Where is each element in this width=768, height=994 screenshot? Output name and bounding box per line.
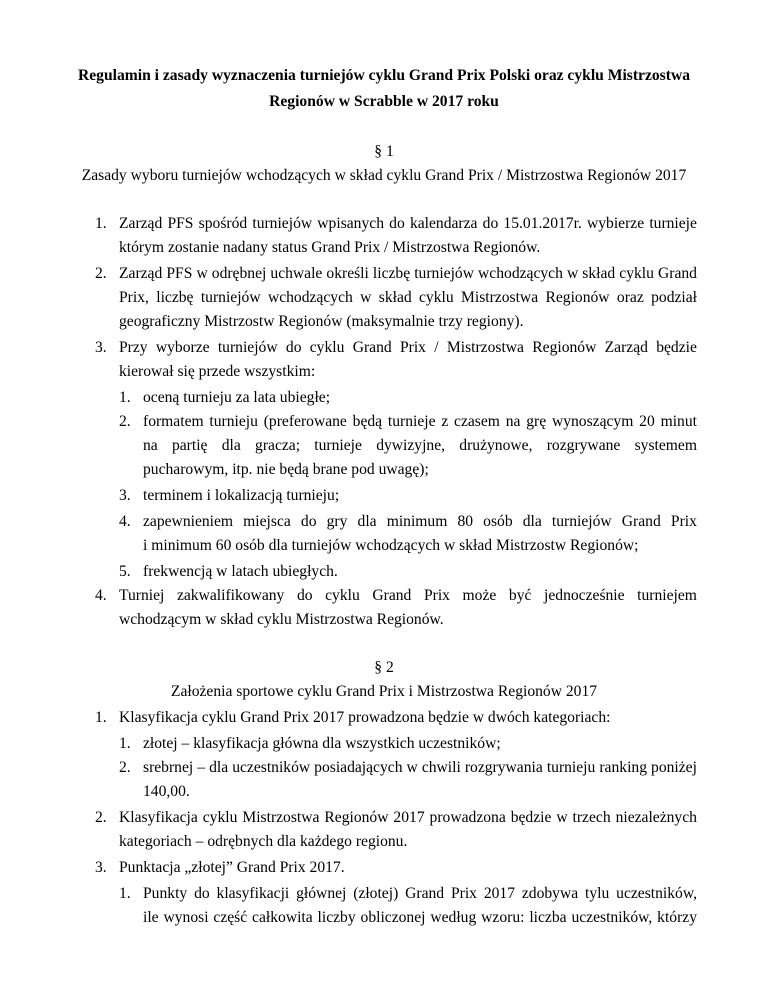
s1-item-3-sub-2-number: 2. — [119, 413, 131, 430]
s1-item-2-line-1: Zarząd PFS w odrębnej uchwale określi liczbę turniejów wchodzących w skład cyklu Grand — [119, 265, 697, 282]
s1-item-3-sub-4-line-1: zapewnieniem miejsca do gry dla minimum 80 osób dla turniejów Grand Prix — [143, 513, 697, 530]
s2-item-1-sub-1-line-1: złotej – klasyfikacja główna dla wszystkich uczestników; — [143, 735, 501, 752]
s2-item-3-line-1: Punktacja „złotej” Grand Prix 2017. — [119, 859, 345, 876]
s2-item-2-number: 2. — [95, 809, 107, 826]
section-2-mark: § 2 — [374, 659, 394, 676]
s1-item-3-line-1: Przy wyborze turniejów do cyklu Grand Prix / Mistrzostwa Regionów Zarząd będzie — [119, 339, 697, 356]
s2-item-1-sub-1-number: 1. — [119, 735, 131, 752]
s2-item-2-line-2: kategoriach – odrębnych dla każdego regionu. — [119, 833, 408, 850]
s1-item-1-line-2: którym zostanie nadany status Grand Prix / Mistrzostwa Regionów. — [119, 239, 541, 256]
s2-item-2-line-1: Klasyfikacja cyklu Mistrzostwa Regionów 2017 prowadzona będzie w trzech niezależnych — [119, 809, 697, 826]
s2-item-3-sub-1-number: 1. — [119, 885, 131, 902]
s1-item-3-number: 3. — [95, 339, 107, 356]
s2-item-1-sub-2-line-2: 140,00. — [143, 783, 190, 800]
s2-item-1-sub-2-number: 2. — [119, 759, 131, 776]
s1-item-3-sub-5-number: 5. — [119, 563, 131, 580]
s2-item-1-line-1: Klasyfikacja cyklu Grand Prix 2017 prowadzona będzie w dwóch kategoriach: — [119, 709, 611, 726]
s2-item-3-sub-1-line-2: ile wynosi część całkowita liczby obliczonej według wzoru: liczba uczestników, którzy — [143, 909, 697, 926]
s2-item-3-number: 3. — [95, 859, 107, 876]
s1-item-3-sub-1-number: 1. — [119, 389, 131, 406]
s1-item-4-line-2: wchodzącym w skład cyklu Mistrzostwa Regionów. — [119, 611, 444, 628]
s1-item-3-sub-2-line-2: na partię dla gracza; turnieje dywizyjne, drużynowe, rozgrywane systemem — [143, 437, 697, 454]
s1-item-1-line-1: Zarząd PFS spośród turniejów wpisanych do kalendarza do 15.01.2017r. wybierze turnieje — [119, 215, 697, 232]
s1-item-2-line-3: geograficzny Mistrzostw Regionów (maksymalnie trzy regiony). — [119, 313, 524, 330]
s1-item-3-sub-3-line-1: terminem i lokalizacją turnieju; — [143, 487, 340, 504]
s1-item-2-line-2: Prix, liczbę turniejów wchodzących w skład cyklu Mistrzostwa Regionów oraz podział — [119, 289, 697, 306]
document-title-line-1: Regulamin i zasady wyznaczenia turniejów cyklu Grand Prix Polski oraz cyklu Mistrzostwa — [77, 67, 691, 84]
s1-item-3-line-2: kierował się przede wszystkim: — [119, 363, 316, 380]
s2-item-1-number: 1. — [95, 709, 107, 726]
s1-item-2-number: 2. — [95, 265, 107, 282]
s1-item-3-sub-2-line-3: pucharowym, itp. nie będą brane pod uwagę); — [143, 461, 429, 478]
s1-item-1-number: 1. — [95, 215, 107, 232]
s1-item-4-line-1: Turniej zakwalifikowany do cyklu Grand Prix może być jednocześnie turniejem — [119, 587, 697, 604]
document-title-line-2: Regionów w Scrabble w 2017 roku — [269, 93, 499, 110]
section-1-mark: § 1 — [374, 143, 394, 160]
s1-item-3-sub-1-line-1: oceną turnieju za lata ubiegłe; — [143, 389, 331, 406]
s1-item-4-number: 4. — [95, 587, 107, 604]
section-1-heading: Zasady wyboru turniejów wchodzących w skład cyklu Grand Prix / Mistrzostwa Regionów 2017 — [81, 167, 687, 184]
s2-item-3-sub-1-line-1: Punkty do klasyfikacji głównej (złotej) Grand Prix 2017 zdobywa tylu uczestników, — [143, 885, 697, 902]
s1-item-3-sub-5-line-1: frekwencją w latach ubiegłych. — [143, 563, 338, 580]
s2-item-1-sub-2-line-1: srebrnej – dla uczestników posiadających w chwili rozgrywania turnieju ranking poniżej — [143, 759, 697, 776]
s1-item-3-sub-4-number: 4. — [119, 513, 131, 530]
s1-item-3-sub-2-line-1: formatem turnieju (preferowane będą turnieje z czasem na grę wynoszącym 20 minut — [143, 413, 697, 430]
section-2-heading: Założenia sportowe cyklu Grand Prix i Mistrzostwa Regionów 2017 — [170, 683, 598, 700]
s1-item-3-sub-3-number: 3. — [119, 487, 131, 504]
s1-item-3-sub-4-line-2: i minimum 60 osób dla turniejów wchodzących w skład Mistrzostw Regionów; — [143, 537, 639, 554]
